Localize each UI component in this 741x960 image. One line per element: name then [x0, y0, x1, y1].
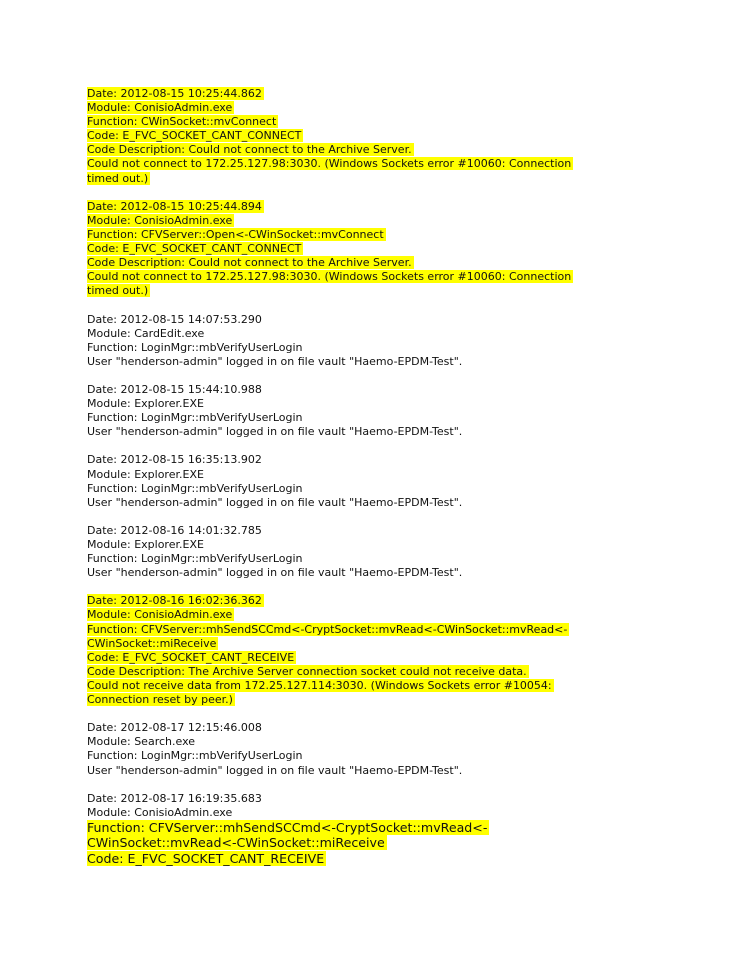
log-line: Module: ConisioAdmin.exe	[87, 805, 233, 819]
log-line: Date: 2012-08-15 10:25:44.862	[87, 87, 262, 100]
log-line: User "henderson-admin" logged in on file vault "Haemo-EPDM-Test".	[87, 763, 463, 777]
log-line: Module: ConisioAdmin.exe	[87, 213, 233, 227]
log-line: Function: CWinSocket::mvConnect	[87, 115, 277, 129]
log-line: User "henderson-admin" logged in on file vault "Haemo-EPDM-Test".	[87, 425, 463, 439]
log-entry	[87, 87, 632, 186]
log-line: Function: LoginMgr::mbVerifyUserLogin	[87, 340, 303, 354]
log-line: Code Description: Could not connect to the Archive Server.	[87, 256, 412, 270]
log-line: Module: CardEdit.exe	[87, 326, 205, 340]
log-line: Code: E_FVC_SOCKET_CANT_CONNECT	[87, 242, 302, 256]
log-line: Could not receive data from 172.25.127.114:3030. (Windows Sockets error #10054:	[87, 678, 552, 692]
log-line: timed out.)	[87, 171, 149, 185]
log-line: Could not connect to 172.25.127.98:3030. (Windows Sockets error #10060: Connection	[87, 270, 572, 284]
log-line: Could not connect to 172.25.127.98:3030. (Windows Sockets error #10060: Connection	[87, 157, 572, 171]
log-entry	[87, 200, 632, 299]
log-entry	[87, 721, 632, 777]
log-line: Module: Explorer.EXE	[87, 467, 204, 481]
log-line: timed out.)	[87, 284, 149, 298]
log-line: Code Description: The Archive Server connection socket could not receive data.	[87, 664, 527, 678]
log-entry	[87, 792, 632, 820]
log-line: Module: Explorer.EXE	[87, 397, 204, 411]
log-line: Date: 2012-08-15 14:07:53.290	[87, 312, 262, 326]
log-entry	[87, 524, 632, 580]
log-line: Date: 2012-08-15 16:35:13.902	[87, 453, 262, 467]
log-line: Module: Search.exe	[87, 735, 196, 749]
log-line: Function: CFVServer::Open<-CWinSocket::mvConnect	[87, 227, 384, 241]
log-line: Function: LoginMgr::mbVerifyUserLogin	[87, 749, 303, 763]
log-line: CWinSocket::mvRead<-CWinSocket::miReceive	[87, 835, 385, 851]
log-entry	[87, 313, 632, 369]
log-line: Date: 2012-08-16 16:02:36.362	[87, 594, 262, 608]
log-entry	[87, 453, 632, 509]
log-line: Code: E_FVC_SOCKET_CANT_RECEIVE	[87, 650, 295, 664]
log-entry-continued	[87, 820, 632, 867]
log-line: Module: Explorer.EXE	[87, 538, 204, 551]
log-line: Code: E_FVC_SOCKET_CANT_RECEIVE	[87, 850, 325, 866]
log-line: Code Description: Could not connect to the Archive Server.	[87, 143, 412, 157]
log-line: User "henderson-admin" logged in on file vault "Haemo-EPDM-Test".	[87, 566, 463, 580]
log-line: Module: ConisioAdmin.exe	[87, 101, 233, 115]
log-line: Date: 2012-08-15 15:44:10.988	[87, 382, 262, 396]
log-line: Date: 2012-08-17 12:15:46.008	[87, 721, 262, 735]
log-line: CWinSocket::miReceive	[87, 636, 217, 650]
log-line: Module: ConisioAdmin.exe	[87, 608, 233, 622]
log-line: Connection reset by peer.)	[87, 693, 233, 707]
log-line: Code: E_FVC_SOCKET_CANT_CONNECT	[87, 129, 302, 143]
log-line: Date: 2012-08-15 10:25:44.894	[87, 199, 262, 213]
log-document	[87, 87, 632, 880]
log-line: User "henderson-admin" logged in on file vault "Haemo-EPDM-Test".	[87, 495, 463, 509]
log-line: User "henderson-admin" logged in on file vault "Haemo-EPDM-Test".	[87, 354, 463, 368]
log-line: Function: CFVServer::mhSendSCCmd<-CryptSocket::mvRead<-CWinSocket::mvRead<-	[87, 622, 568, 636]
log-line: Function: LoginMgr::mbVerifyUserLogin	[87, 411, 303, 425]
log-line: Date: 2012-08-16 14:01:32.785	[87, 523, 262, 537]
log-line: Function: LoginMgr::mbVerifyUserLogin	[87, 481, 303, 495]
log-line: Function: CFVServer::mhSendSCCmd<-CryptSocket::mvRead<-	[87, 819, 488, 835]
log-entry	[87, 594, 632, 707]
log-entry	[87, 383, 632, 439]
log-line: Date: 2012-08-17 16:19:35.683	[87, 791, 262, 805]
log-line: Function: LoginMgr::mbVerifyUserLogin	[87, 552, 303, 566]
